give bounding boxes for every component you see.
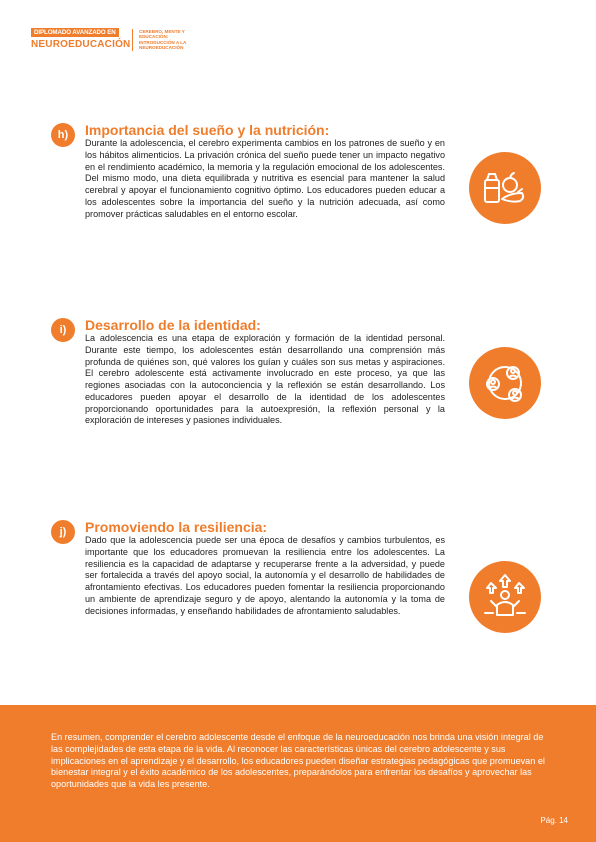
section-body: La adolescencia es una etapa de exploración y formación de la identidad personal. Durante este tiempo, los adolescentes están desarrollando una comprensión más profunda de quiénes son, qué valores los guían y cuáles son sus metas y aspiraciones. El cerebro adolescente está activamente involucrado en este proceso, ya que las regiones asociadas con la autoconciencia y la reflexión se están desarrollando. Los educadores pueden apoyar el desarrollo de la identidad de los adolescentes proporcionando oportunidades para la autoexpresión, la reflexión personal y la exploración de intereses y pasiones individuales. xyxy=(85,333,445,426)
page-number: Pág. 14 xyxy=(540,816,568,825)
header-subtitle: CEREBRO, MENTE Y EDUCACIÓN: INTRODUCCIÓN A LA NEUROEDUCACIÓN xyxy=(139,29,187,50)
section-letter-badge: i) xyxy=(51,318,75,342)
section-body: Dado que la adolescencia puede ser una época de desafíos y cambios turbulentos, es importante que los educadores promuevan la resiliencia entre los adolescentes. La resiliencia es la capacidad de adaptarse y recuperarse frente a la adversidad, y puede ser fortalecida a través del apoyo social, la autonomía y el desarrollo de habilidades de afrontamiento efectivas. Los educadores pueden fomentar la resiliencia proporcionando un ambiente de aprendizaje seguro y de apoyo, alentando la autonomía y la toma de decisiones informadas, y enseñando habilidades de afrontamiento saludables. xyxy=(85,535,445,616)
food-nutrition-icon xyxy=(469,152,541,224)
summary-footer xyxy=(0,705,596,842)
section-letter-badge: h) xyxy=(51,123,75,147)
resilience-person-icon xyxy=(469,561,541,633)
section-body: Durante la adolescencia, el cerebro experimenta cambios en los patrones de sueño y en los hábitos alimenticios. La privación crónica del sueño puede tener un impacto negativo en el rendimiento académico, la memoria y la regulación emocional de los adolescentes. Del mismo modo, una dieta equilibrada y nutritiva es esencial para mantener la salud cerebral y apoyar el funcionamiento cognitivo óptimo. Los educadores pueden educar a los adolescentes sobre la importancia del sueño y la nutrición adecuada, así como promover prácticas saludables en el entorno escolar. xyxy=(85,138,445,219)
section-title: Importancia del sueño y la nutrición: xyxy=(85,122,330,138)
header-badge: DIPLOMADO AVANZADO EN xyxy=(31,28,119,37)
header-title: NEUROEDUCACIÓN xyxy=(31,39,131,50)
identity-people-icon xyxy=(469,347,541,419)
section-title: Promoviendo la resiliencia: xyxy=(85,519,268,535)
summary-text: En resumen, comprender el cerebro adolescente desde el enfoque de la neuroeducación nos brinda una visión integral de las complejidades de esta etapa de la vida. Al reconocer las características únicas del cerebro adolescente y sus implicaciones en el aprendizaje y el desarrollo, los educadores pueden diseñar estrategias pedagógicas que promuevan el bienestar integral y el éxito académico de los adolescentes, preparándolos para enfrentar los desafíos y aprovechar las oportunidades que la vida les presente. xyxy=(51,732,545,790)
header-divider xyxy=(132,29,133,51)
section-title: Desarrollo de la identidad: xyxy=(85,317,261,333)
section-letter-badge: j) xyxy=(51,520,75,544)
